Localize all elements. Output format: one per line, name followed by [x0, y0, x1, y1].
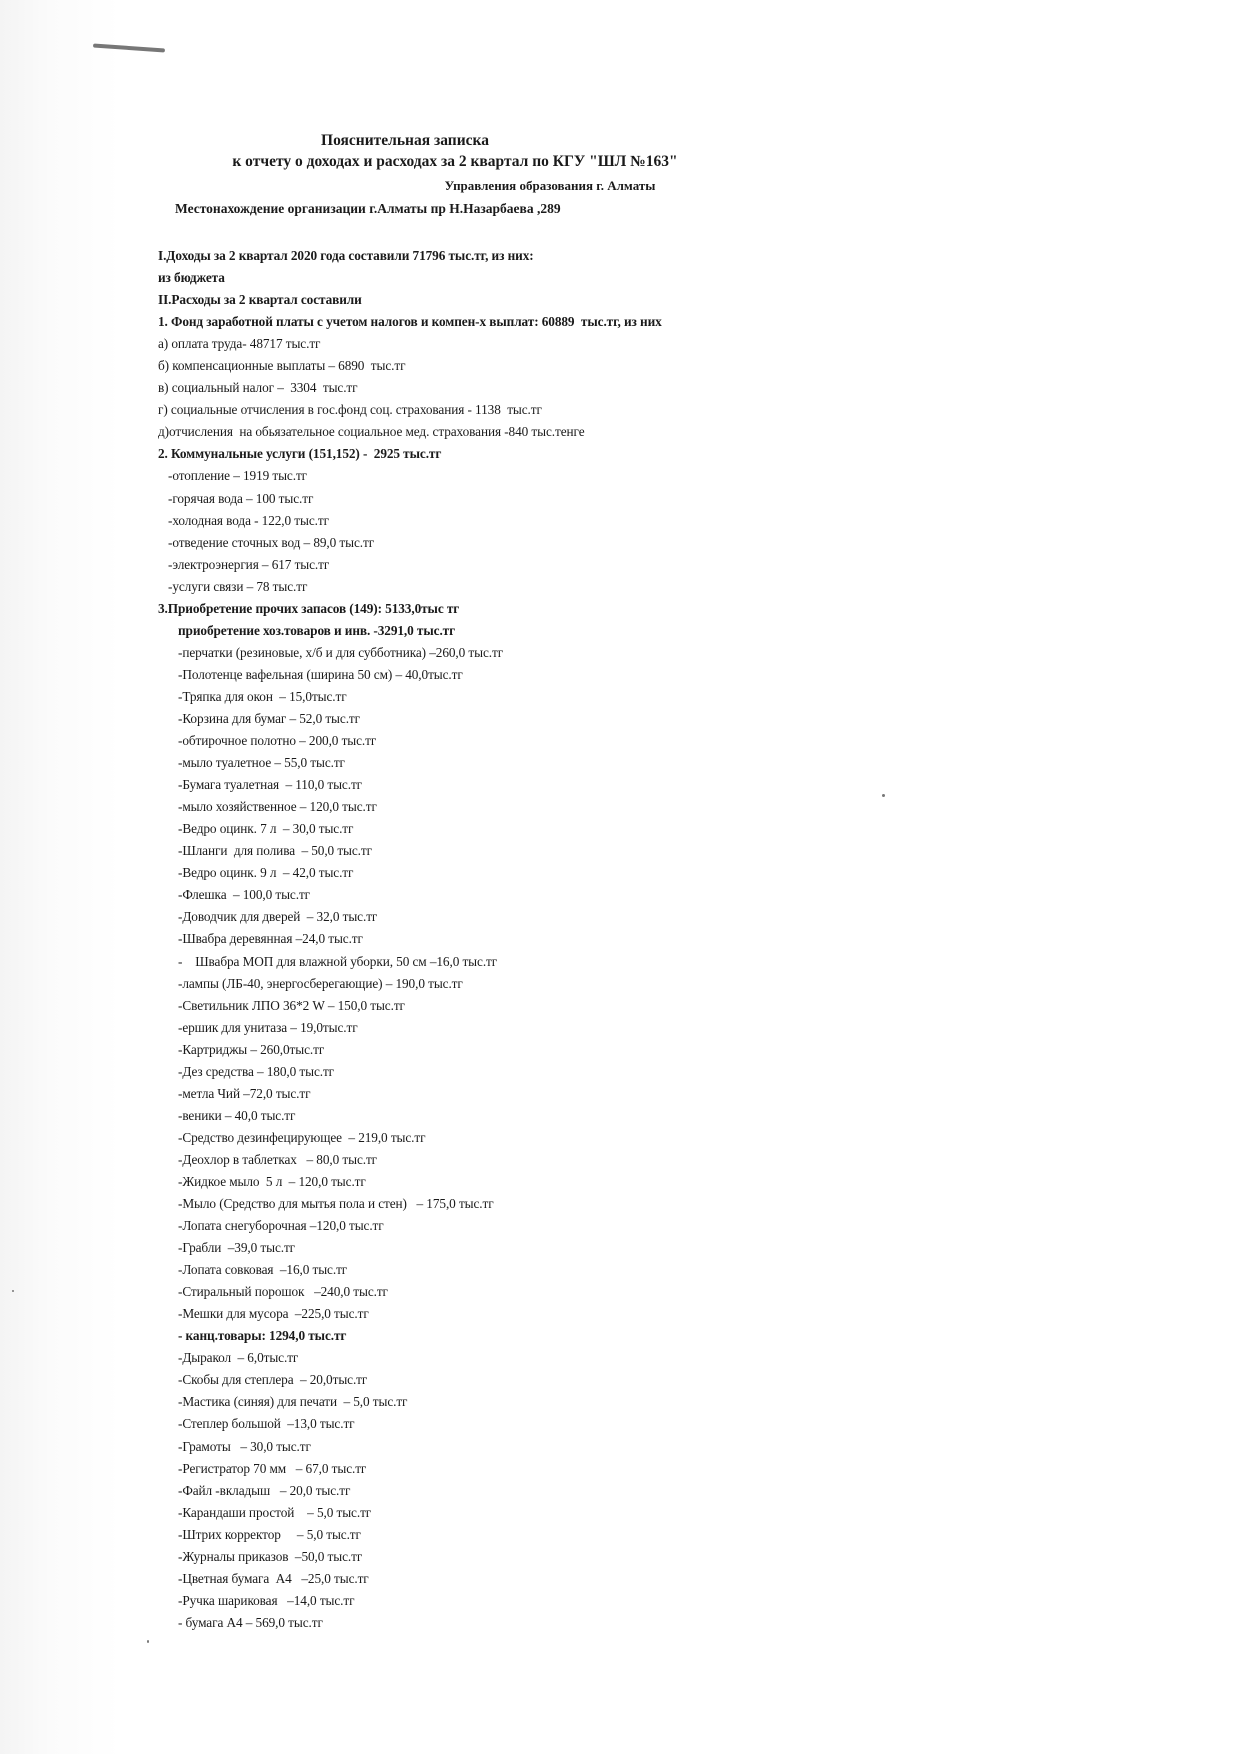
section-heading: приобретение хоз.товаров и инв. -3291,0 тыс.тг — [178, 622, 456, 638]
expense-line: -электроэнергия – 617 тыс.тг — [168, 556, 330, 572]
expense-line: -ершик для унитаза – 19,0тыс.тг — [178, 1019, 358, 1035]
expense-line: -Деохлор в таблетках – 80,0 тыс.тг — [178, 1151, 378, 1167]
expense-line: - бумага А4 – 569,0 тыс.тг — [178, 1614, 323, 1630]
expense-line: -Карандаши простой – 5,0 тыс.тг — [178, 1504, 372, 1520]
expense-line: -Журналы приказов –50,0 тыс.тг — [178, 1548, 363, 1564]
section-heading: 3.Приобретение прочих запасов (149): 5133,0тыс тг — [158, 600, 460, 616]
expense-line: -Ручка шариковая –14,0 тыс.тг — [178, 1592, 355, 1608]
expense-line: -Шланги для полива – 50,0 тыс.тг — [178, 843, 372, 859]
section-heading: 1. Фонд заработной платы с учетом налогов и компен-х выплат: 60889 тыс.тг, из них — [158, 314, 662, 330]
expense-line: - Швабра МОП для влажной уборки, 50 см –16,0 тыс.тг — [178, 953, 498, 969]
expense-line: -перчатки (резиновые, х/б и для субботника) –260,0 тыс.тг — [178, 644, 504, 660]
document-subtitle: к отчету о доходах и расходах за 2 квартал по КГУ "ШЛ №163" — [232, 153, 678, 170]
expense-line: б) компенсационные выплаты – 6890 тыс.тг — [158, 358, 406, 374]
expense-line: д)отчисления на обьязательное социальное мед. страхования -840 тыс.тенге — [158, 424, 585, 440]
expense-line: -Корзина для бумаг – 52,0 тыс.тг — [178, 710, 360, 726]
section-heading: 2. Коммунальные услуги (151,152) - 2925 тыс.тг — [158, 446, 442, 462]
expense-line: -Тряпка для окон – 15,0тыс.тг — [178, 688, 347, 704]
report-body — [158, 245, 1158, 1634]
location-line: Местонахождение организации г.Алматы пр Н.Назарбаева ,289 — [175, 201, 561, 216]
expense-line: -метла Чий –72,0 тыс.тг — [178, 1085, 311, 1101]
expense-line: -Лопата снегуборочная –120,0 тыс.тг — [178, 1218, 384, 1234]
expense-line: -Бумага туалетная – 110,0 тыс.тг — [178, 777, 363, 793]
section-heading: - канц.товары: 1294,0 тыс.тг — [178, 1328, 347, 1344]
expense-line: -Полотенце вафельная (ширина 50 см) – 40,0тыс.тг — [178, 666, 463, 682]
expense-line: -Мастика (синяя) для печати – 5,0 тыс.тг — [178, 1394, 408, 1410]
scan-speck — [882, 794, 885, 797]
expense-line: -Флешка – 100,0 тыс.тг — [178, 887, 311, 903]
scan-speck — [147, 1640, 149, 1643]
department-line: Управления образования г. Алматы — [444, 178, 656, 193]
expense-line: -Стиральный порошок –240,0 тыс.тг — [178, 1284, 388, 1300]
section-heading: II.Расходы за 2 квартал составили — [158, 292, 362, 308]
expense-line: -отопление – 1919 тыс.тг — [168, 468, 308, 484]
expense-line: -веники – 40,0 тыс.тг — [178, 1107, 296, 1123]
expense-line: -Жидкое мыло 5 л – 120,0 тыс.тг — [178, 1173, 366, 1189]
expense-line: -Грабли –39,0 тыс.тг — [178, 1240, 296, 1256]
expense-line: -Ведро оцинк. 7 л – 30,0 тыс.тг — [178, 821, 354, 837]
expense-line: -Грамоты – 30,0 тыс.тг — [178, 1438, 311, 1454]
expense-line: -Доводчик для дверей – 32,0 тыс.тг — [178, 909, 378, 925]
expense-line: -мыло хозяйственное – 120,0 тыс.тг — [178, 799, 377, 815]
expense-line: г) социальные отчисления в гос.фонд соц. страхования - 1138 тыс.тг — [158, 402, 542, 418]
document-title: Пояснительная записка — [321, 132, 489, 149]
expense-line: -Светильник ЛПО 36*2 W – 150,0 тыс.тг — [178, 997, 405, 1013]
expense-line: -мыло туалетное – 55,0 тыс.тг — [178, 755, 345, 771]
section-heading: из бюджета — [158, 270, 225, 286]
expense-line: -Цветная бумага А4 –25,0 тыс.тг — [178, 1570, 369, 1586]
expense-line: -Средство дезинфецирующее – 219,0 тыс.тг — [178, 1129, 426, 1145]
expense-line: -Картриджы – 260,0тыс.тг — [178, 1041, 325, 1057]
expense-line: -Файл -вкладыш – 20,0 тыс.тг — [178, 1482, 351, 1498]
expense-line: -горячая вода – 100 тыс.тг — [168, 490, 314, 506]
expense-line: -лампы (ЛБ-40, энергосберегающие) – 190,0 тыс.тг — [178, 975, 463, 991]
expense-line: -обтирочное полотно – 200,0 тыс.тг — [178, 733, 377, 749]
expense-line: -Швабра деревянная –24,0 тыс.тг — [178, 931, 363, 947]
expense-line: -Штрих корректор – 5,0 тыс.тг — [178, 1526, 361, 1542]
expense-line: -Мешки для мусора –225,0 тыс.тг — [178, 1306, 369, 1322]
staple-mark — [93, 43, 165, 52]
expense-line: -Дез средства – 180,0 тыс.тг — [178, 1063, 335, 1079]
expense-line: -холодная вода - 122,0 тыс.тг — [168, 512, 329, 528]
expense-line: -отведение сточных вод – 89,0 тыс.тг — [168, 534, 375, 550]
expense-line: -услуги связи – 78 тыс.тг — [168, 578, 308, 594]
expense-line: -Дыракол – 6,0тыс.тг — [178, 1350, 299, 1366]
scan-speck — [12, 1290, 14, 1292]
section-heading: I.Доходы за 2 квартал 2020 года составили 71796 тыс.тг, из них: — [158, 248, 534, 263]
expense-line: -Мыло (Средство для мытья пола и стен) – 175,0 тыс.тг — [178, 1196, 494, 1212]
expense-line: -Регистратор 70 мм – 67,0 тыс.тг — [178, 1460, 367, 1476]
expense-line: -Лопата совковая –16,0 тыс.тг — [178, 1262, 348, 1278]
expense-line: -Скобы для степлера – 20,0тыс.тг — [178, 1372, 368, 1388]
expense-line: а) оплата труда- 48717 тыс.тг — [158, 336, 321, 352]
expense-line: -Степлер большой –13,0 тыс.тг — [178, 1416, 355, 1432]
expense-line: в) социальный налог – 3304 тыс.тг — [158, 380, 358, 396]
expense-line: -Ведро оцинк. 9 л – 42,0 тыс.тг — [178, 865, 354, 881]
